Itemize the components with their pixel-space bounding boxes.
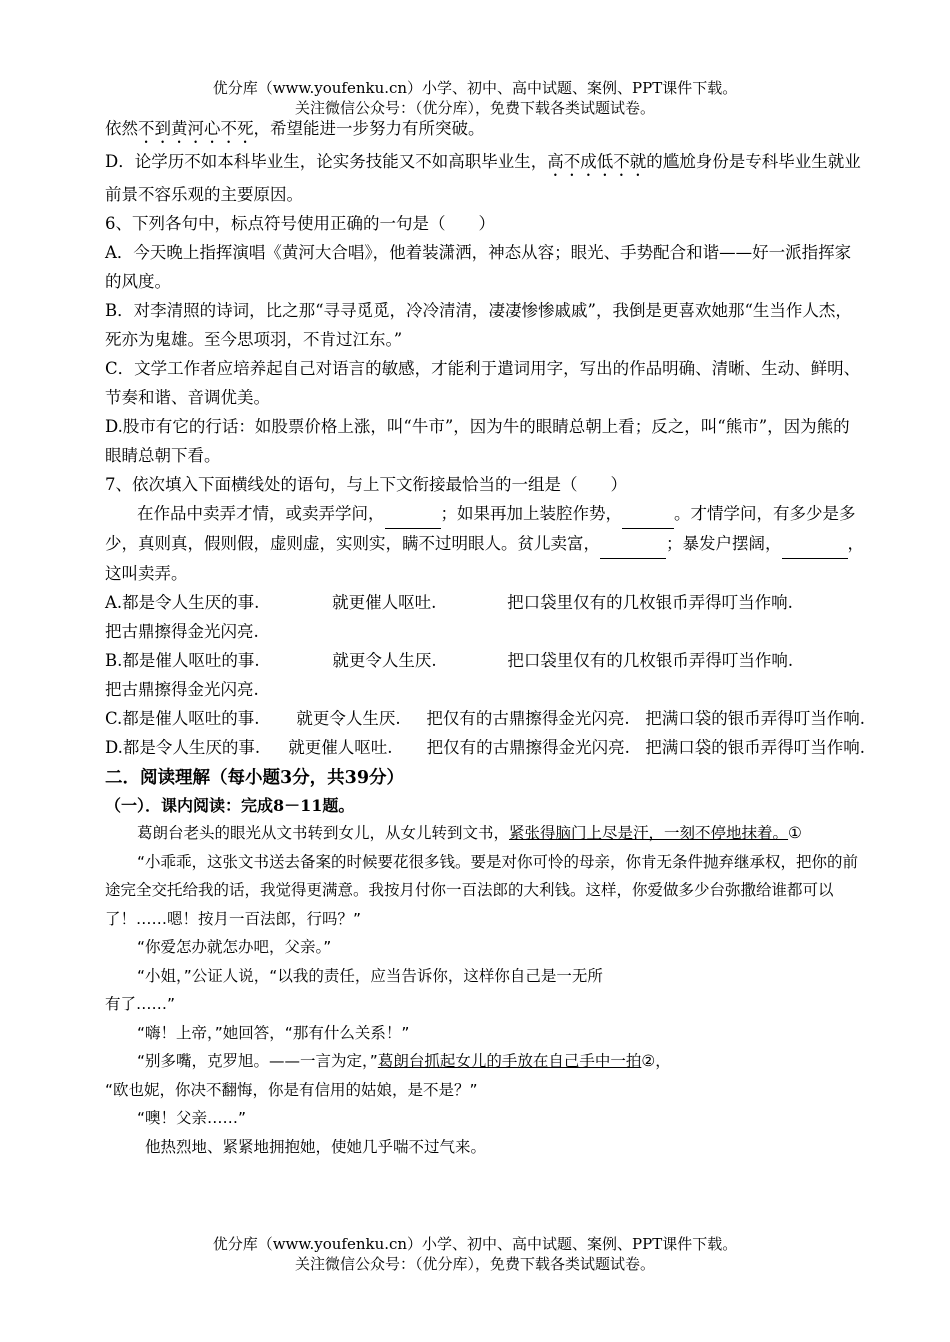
- q6-option-c: C．文学工作者应培养起自己对语言的敏感，才能利于遣词用字，写出的作品明确、清晰、生动、鲜明、节奏和谐、音调优美。: [105, 359, 861, 407]
- q7-stem: 7、依次填入下面横线处的语句，与上下文衔接最恰当的一组是（ ）: [105, 475, 627, 494]
- q6-option-b: B．对李清照的诗词，比之那“寻寻觅觅，冷冷清清，凄凄惨惨戚戚”，我倒是更喜欢她那“生当作人杰，死亦为鬼雄。至今思项羽，不肯过江东。”: [105, 301, 852, 349]
- section-2-title: 二．阅读理解（每小题3分，共39分）: [105, 768, 405, 788]
- q6-option-d: D.股市有它的行话：如股票价格上涨，叫“牛市”，因为牛的眼睛总朝上看；反之，叫“熊市”，因为熊的眼睛总朝下看。: [105, 417, 850, 465]
- q6-option-a: A．今天晚上指挥演唱《黄河大合唱》，他着装潇洒，神态从容；眼光、手势配合和谐——好一派指挥家的风度。: [105, 243, 852, 291]
- passage-para-3: “你爱怎办就怎办吧，父亲。”: [137, 938, 332, 956]
- underlined-sentence-1: 紧张得脑门上尽是汗，一刻不停地抹着。: [509, 824, 789, 842]
- q7-option-b: B. 都是催人呕吐的事. 就更令人生厌. 把口袋里仅有的几枚银币弄得叮当作响. 把古鼎擦得金光闪亮.: [105, 651, 794, 699]
- fill-blank: [385, 499, 441, 529]
- fill-blank: [600, 529, 666, 559]
- page-header: [0, 78, 950, 118]
- exam-content: [105, 114, 865, 1161]
- q7-passage: 在作品中卖弄才情，或卖弄学问， ；如果再加上装腔作势， 。才情学问，有多少是多少，真则真，假则假，虚则虚，实则实，瞒不过明眼人。贫儿卖富， ；暴发户摆阔， ，这叫卖弄。: [105, 499, 865, 588]
- dotted-idiom: 不到黄河心不死: [138, 119, 254, 138]
- page-footer: [0, 1234, 950, 1274]
- footer-line-2: 关注微信公众号：（优分库），免费下载各类试题试卷。: [294, 1255, 655, 1273]
- q5-option-c-tail: 依然不到黄河心不死，希望能进一步努力有所突破。: [105, 119, 485, 138]
- q7-option-a: A. 都是令人生厌的事. 就更催人呕吐. 把口袋里仅有的几枚银币弄得叮当作响. 把古鼎擦得金光闪亮.: [105, 593, 793, 641]
- q5-option-d: D．论学历不如本科毕业生，论实务技能又不如高职毕业生，高不成低不就的尴尬身份是专科毕业生就业前景不容乐观的主要原因。: [105, 152, 861, 204]
- marker-1: ①: [788, 824, 802, 842]
- marker-2: ②: [641, 1052, 656, 1070]
- passage-para-1: 葛朗台老头的眼光从文书转到女儿，从女儿转到文书，紧张得脑门上尽是汗，一刻不停地抹着。①: [137, 824, 802, 842]
- fill-blank: [622, 499, 674, 529]
- passage-para-7: “噢！父亲……”: [137, 1109, 247, 1127]
- header-line-2: 关注微信公众号：（优分库），免费下载各类试题试卷。: [294, 99, 655, 117]
- q6-stem: 6、下列各句中，标点符号使用正确的一句是（ ）: [105, 214, 495, 233]
- passage-para-2: “小乖乖，这张文书送去备案的时候要花很多钱。要是对你可怜的母亲，你肯无条件抛弃继承权，把你的前途完全交托给我的话，我觉得更满意。我按月付你一百法郎的大利钱。这样，你爱做多少台弥撒给谁都可以了！……嗯！按月一百法郎，行吗？”: [105, 852, 859, 928]
- underlined-sentence-2: 葛朗台抓起女儿的手放在自己手中一拍: [377, 1052, 642, 1070]
- q7-option-c: C. 都是催人呕吐的事. 就更令人生厌. 把仅有的古鼎擦得金光闪亮. 把满口袋的银币弄得叮当作响.: [105, 709, 865, 728]
- passage-para-4a: “小姐，”公证人说，“以我的责任，应当告诉你，这样你自己是一无所: [137, 966, 603, 985]
- passage-para-8: 他热烈地、紧紧地拥抱她，使她几乎喘不过气来。: [145, 1137, 487, 1156]
- section-2-subtitle: （一）．课内阅读：完成8－11题。: [105, 796, 355, 815]
- passage-para-6b: “欧也妮，你决不翻悔，你是有信用的姑娘，是不是？”: [105, 1080, 478, 1099]
- dotted-idiom: 高不成低不就: [547, 152, 647, 171]
- passage-para-5: “嗨！上帝，”她回答，“那有什么关系！”: [137, 1023, 410, 1042]
- header-line-1: 优分库（www.youfenku.cn）小学、初中、高中试题、案例、PPT课件下载。: [212, 79, 738, 97]
- fill-blank: [782, 529, 848, 559]
- passage-para-6: “别多嘴，克罗旭。——一言为定，”葛朗台抓起女儿的手放在自己手中一拍②，: [137, 1052, 671, 1070]
- reading-passage: [105, 819, 865, 1161]
- footer-line-1: 优分库（www.youfenku.cn）小学、初中、高中试题、案例、PPT课件下载。: [212, 1235, 738, 1253]
- q7-option-d: D. 都是令人生厌的事. 就更催人呕吐. 把仅有的古鼎擦得金光闪亮. 把满口袋的银币弄得叮当作响.: [105, 738, 865, 757]
- passage-para-4b: 有了……”: [105, 995, 176, 1013]
